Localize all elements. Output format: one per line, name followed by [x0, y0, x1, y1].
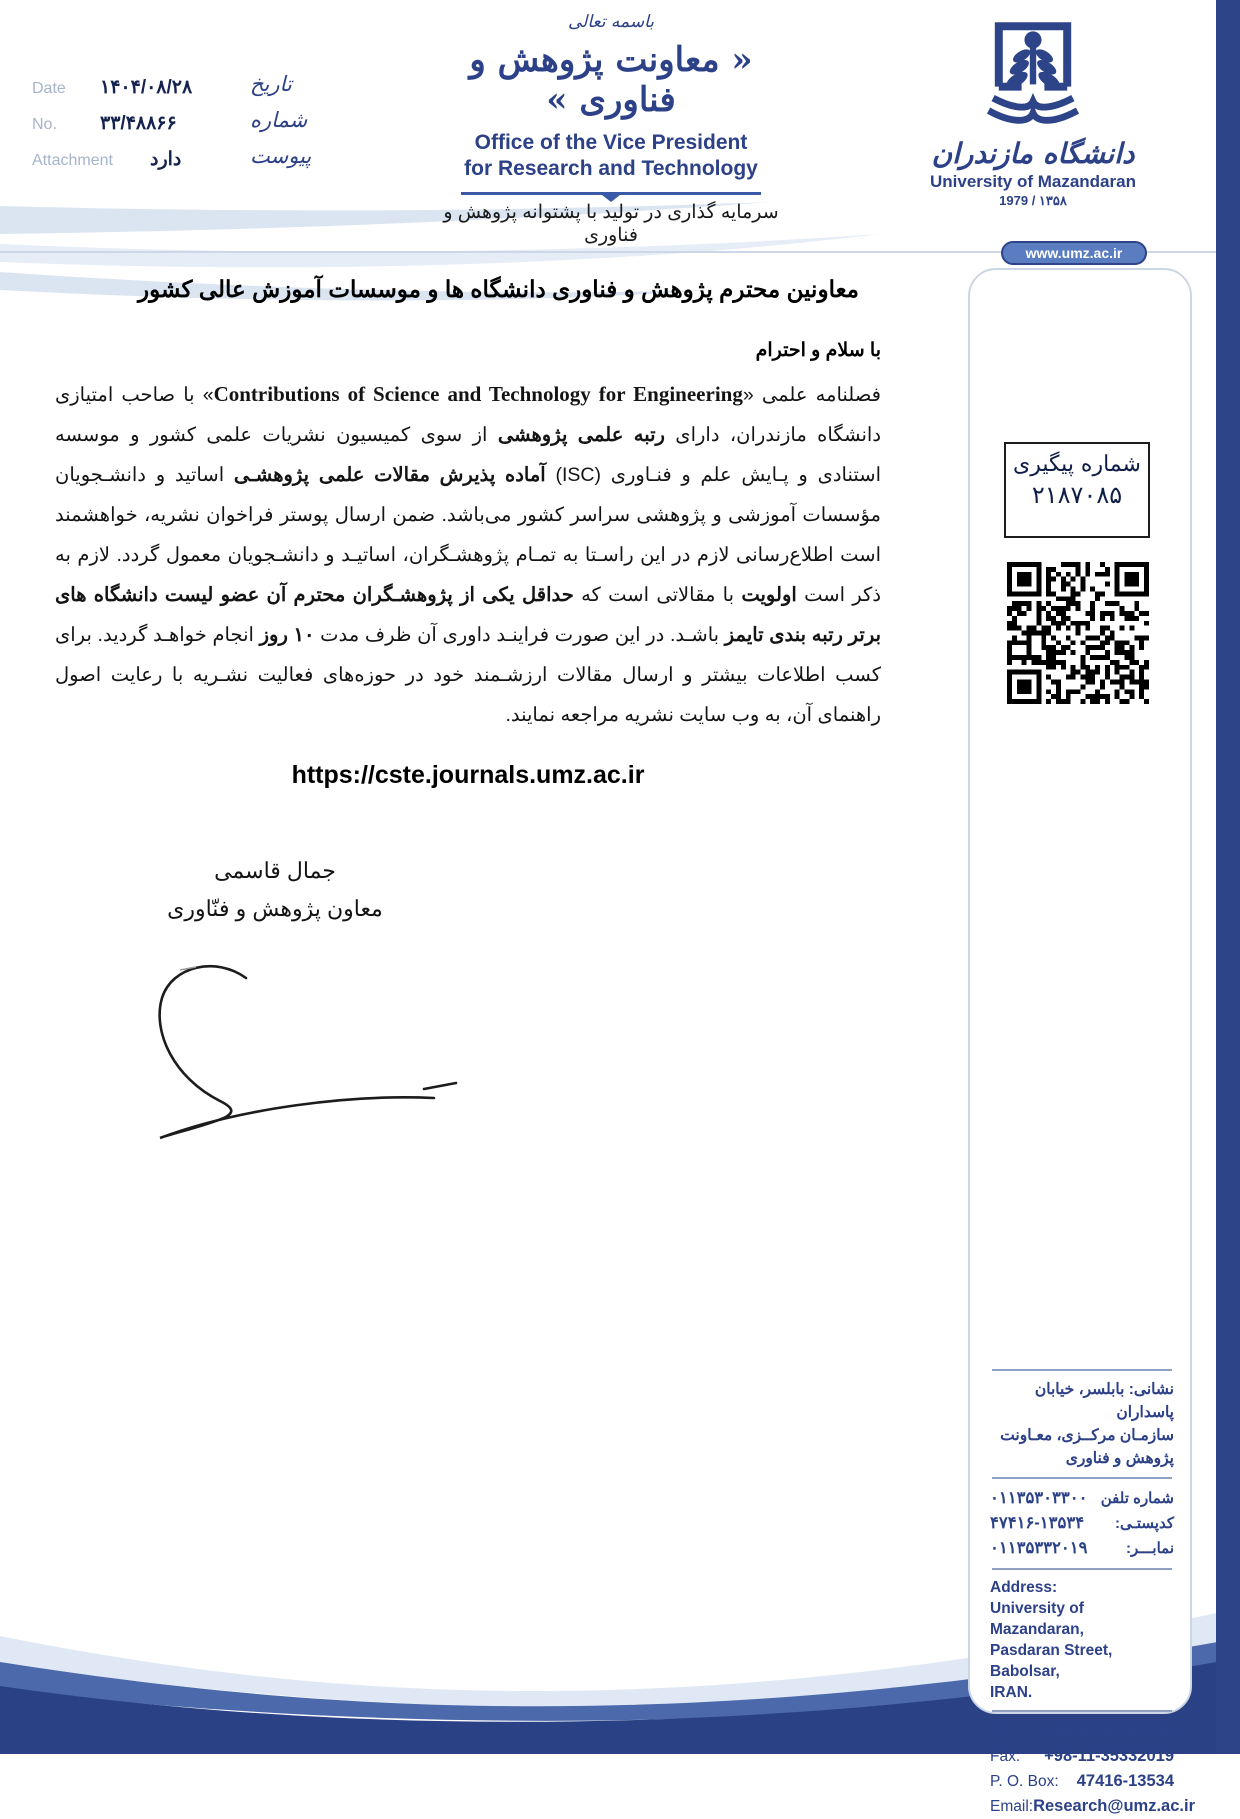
- side-panel: [968, 268, 1195, 1815]
- signer-title: معاون پژوهش و فنّاوری: [167, 896, 383, 921]
- number-value: ۳۳/۴۸۸۶۶: [100, 113, 177, 134]
- attachment-label-fa: پیوست: [250, 144, 312, 168]
- tracking-number-label: شماره پیگیری: [1013, 452, 1141, 477]
- department-name-calligraphy: « معاونت پژوهش و فناوری »: [469, 40, 753, 120]
- tel-label: Tel:: [990, 1723, 1015, 1740]
- pobox-label: P. O. Box:: [990, 1773, 1059, 1790]
- pobox-row: [990, 1769, 1174, 1794]
- attachment-value: دارد: [150, 149, 182, 170]
- postal-value-fa: ۴۷۴۱۶-۱۳۵۳۴: [990, 1514, 1085, 1532]
- office-title-underline: [461, 192, 761, 195]
- tracking-number-box: [1004, 442, 1150, 538]
- date-label-en: Date: [32, 80, 66, 97]
- fax-label-fa: نمابـــر:: [1125, 1540, 1174, 1557]
- postal-row-fa: [990, 1511, 1174, 1536]
- date-value: ۱۴۰۴/۰۸/۲۸: [100, 77, 193, 98]
- university-website-badge[interactable]: www.umz.ac.ir: [1001, 241, 1147, 265]
- fax-value: +98-11-35332019: [1044, 1747, 1174, 1765]
- office-title-line1: Office of the Vice President: [474, 131, 748, 154]
- letter-meta-block: [32, 72, 312, 184]
- fax-row-fa: [990, 1536, 1174, 1561]
- address-fa-line2: سازمـان مرکــزی، معـاونت: [1000, 1427, 1174, 1444]
- email-value[interactable]: Research@umz.ac.ir: [1033, 1797, 1195, 1815]
- phone-row-fa: [990, 1486, 1174, 1511]
- address-en-line2: Pasdaran Street, Babolsar,: [990, 1642, 1113, 1680]
- office-title-line2: for Research and Technology: [464, 157, 758, 180]
- number-label-en: No.: [32, 116, 57, 133]
- address-en-line3: IRAN.: [990, 1684, 1033, 1701]
- signature-block: [130, 852, 420, 928]
- university-logo-icon: [974, 16, 1092, 130]
- handwritten-signature-icon: [128, 938, 468, 1153]
- postal-label-fa: کدپستـی:: [1115, 1515, 1174, 1532]
- footer-divider: [992, 1477, 1172, 1479]
- journal-url-link[interactable]: https://cste.journals.umz.ac.ir: [291, 761, 645, 789]
- university-founding-year: 1979 / ۱۳۵۸: [999, 193, 1067, 208]
- tel-row: [990, 1719, 1174, 1744]
- slogan-text: سرمایه گذاری در تولید با پشتوانه پژوهش و فناوری: [443, 202, 779, 246]
- university-name-en: University of Mazandaran: [930, 172, 1136, 191]
- footer-divider: [992, 1568, 1172, 1570]
- pobox-value: 47416-13534: [1076, 1772, 1174, 1790]
- address-fa-line1: نشانی: بابلسر، خیابان پاسداران: [1034, 1381, 1174, 1421]
- fax-label: Fax:: [990, 1748, 1021, 1765]
- footer-divider: [992, 1710, 1172, 1712]
- fax-value-fa: ۰۱۱۳۵۳۳۲۰۱۹: [990, 1539, 1088, 1557]
- fax-row: [990, 1744, 1174, 1769]
- letter-paragraph: فصلنامه علمی «Contributions of Science and Technology for Engineering» با صاحب امتیازی دانشگاه مازندران، دارای رتبه علمی پژوهشی از سوی کمیسیون نشریات علمی کشور و موسسه استنادی و پـایش علم و فنـاوری (ISC) آماده پذیرش مقالات علمی پژوهشـی اساتید و دانشـجویان مؤسسات آموزشی و پژوهشی سراسر کشور می‌باشد. ضمن ارسال پوستر فراخوان نشریه، خواهشمند است اطلاع‌رسانی لازم در این راسـتا به تمـام پژوهشـگران، اساتیـد و دانشـجویان معمول گردد. لازم به ذکر است اولویت با مقالاتی است که حداقل یکی از پژوهشـگران محترم آن عضو لیست دانشگاه های برتر رتبه بندی تایمز باشـد. در این صورت فراینـد داوری آن ظرف مدت ۱۰ روز انجام خواهـد گردید. برای کسب اطلاعات بیشتر و ارسال مقالات ارزشـمند خود در حوزه‌های فعالیت نشـریه با رعایت اصول راهنمای آن، به وب سایت نشریه مراجعه نمایند.: [55, 382, 882, 726]
- phone-value-fa: ۰۱۱۳۵۳۰۳۳۰۰: [990, 1489, 1088, 1507]
- number-label-fa: شماره: [250, 108, 308, 132]
- letter-body: [55, 276, 881, 790]
- qr-code: [1007, 562, 1149, 704]
- footer-divider: [992, 1369, 1172, 1371]
- salutation: با سلام و احترام: [755, 340, 881, 361]
- university-name-fa: دانشگاه مازندران: [931, 137, 1135, 170]
- email-row: [990, 1794, 1195, 1819]
- date-label-fa: تاریخ: [250, 72, 292, 96]
- university-logo-block: [880, 16, 1186, 209]
- attachment-label-en: Attachment: [32, 152, 113, 169]
- office-header: [426, 12, 796, 247]
- address-en-label: Address:: [990, 1579, 1058, 1596]
- phone-label-fa: شماره تلفن: [1100, 1490, 1174, 1507]
- signer-name: جمال قاسمی: [214, 858, 336, 883]
- tracking-number-value: ۲۱۸۷۰۸۵: [1031, 481, 1123, 509]
- recipient-heading: معاونین محترم پژوهش و فناوری دانشگاه ها و موسسات آموزش عالی کشور: [138, 276, 859, 302]
- email-label: Email:: [990, 1798, 1034, 1815]
- contact-footer: [990, 1362, 1195, 1819]
- tel-value: +98-11-35303300: [1044, 1722, 1174, 1740]
- besmellah-calligraphy: باسمه تعالی: [568, 12, 654, 32]
- right-edge-bar: [1216, 0, 1240, 1754]
- address-en-line1: University of Mazandaran,: [990, 1600, 1084, 1638]
- address-fa-line3: پژوهش و فناوری: [1065, 1450, 1174, 1467]
